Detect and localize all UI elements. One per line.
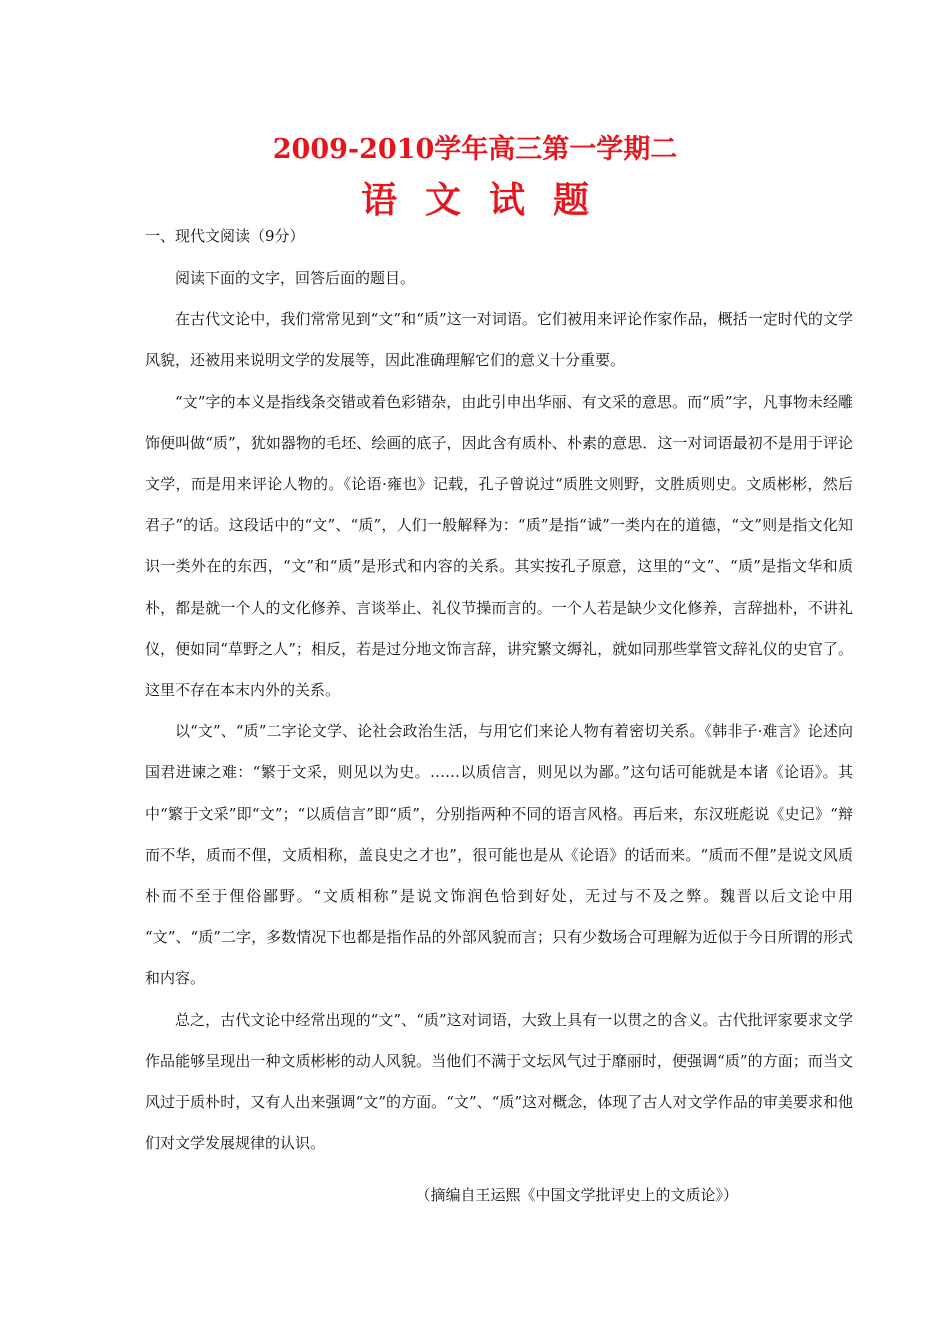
paragraph-1: 在古代文论中，我们常常见到“文”和“质”这一对词语。它们被用来评论作家作品，概括一定时代的文学风貌，还被用来说明文学的发展等，因此准确理解它们的意义十分重要。 (145, 310, 853, 370)
instruction: 阅读下面的文字，回答后面的题目。 (175, 269, 416, 287)
section-heading: 一、现代文阅读（9分） (145, 227, 305, 245)
paragraph-2: “文”字的本义是指线条交错或着色彩错杂，由此引申出华丽、有文采的意思。而“质”字，凡事物未经雕饰便叫做“质”，犹如器物的毛坯、绘画的底子，因此含有质朴、朴素的意思．这一对词语最初不是用于评论文学，而是用来评论人物的。《论语·雍也》记载，孔子曾说过“质胜文则野，文胜质则史。文质彬彬，然后君子”的话。这段话中的“文”、“质”，人们一般解释为：“质”是指“诚”一类内在的道德，“文”则是指文化知识一类外在的东西，“文”和“质”是形式和内容的关系。其实按孔子原意，这里的“文”、“质”是指文华和质朴，都是就一个人的文化修养、言谈举止、礼仪节操而言的。一个人若是缺少文化修养，言辞拙朴，不讲礼仪，便如同“草野之人”；相反，若是过分地文饰言辞，讲究繁文缛礼，就如同那些掌管文辞礼仪的史官了。这里不存在本末内外的关系。 (145, 392, 853, 700)
paragraph-4: 总之，古代文论中经常出现的“文”、“质”这对词语，大致上具有一以贯之的含义。古代批评家要求文学作品能够呈现出一种文质彬彬的动人风貌。当他们不满于文坛风气过于靡丽时，便强调“质”的方面；而当文风过于质朴时，又有人出来强调“文”的方面。“文”、“质”这对概念，体现了古人对文学作品的审美要求和他们对文学发展规律的认识。 (145, 1010, 853, 1153)
exam-title-subject: 语文试题 (360, 179, 617, 221)
exam-title-year: 2009-2010学年高三第一学期二 (272, 134, 678, 165)
reading-passage (145, 258, 853, 1164)
source-citation: （摘编自王运熙《中国文学批评史上的文质论》） (415, 1186, 738, 1204)
paragraph-3: 以“文”、“质”二字论文学、论社会政治生活，与用它们来论人物有着密切关系。《韩非子·难言》论述向国君进谏之难：“繁于文采，则见以为史。……以质信言，则见以为鄙。”这句话可能就是本诸《论语》。其中“繁于文采”即“文”；“以质信言”即“质”，分别指两种不同的语言风格。再后来，东汉班彪说《史记》“辩而不华，质而不俚，文质相称，盖良史之才也”，很可能也是从《论语》的话而来。“质而不俚”是说文风质朴而不至于俚俗鄙野。“文质相称”是说文饰润色恰到好处，无过与不及之弊。魏晋以后文论中用 “文”、“质”二字，多数情况下也都是指作品的外部风貌而言；只有少数场合可理解为近似于今日所谓的形式和内容。 (145, 722, 853, 988)
